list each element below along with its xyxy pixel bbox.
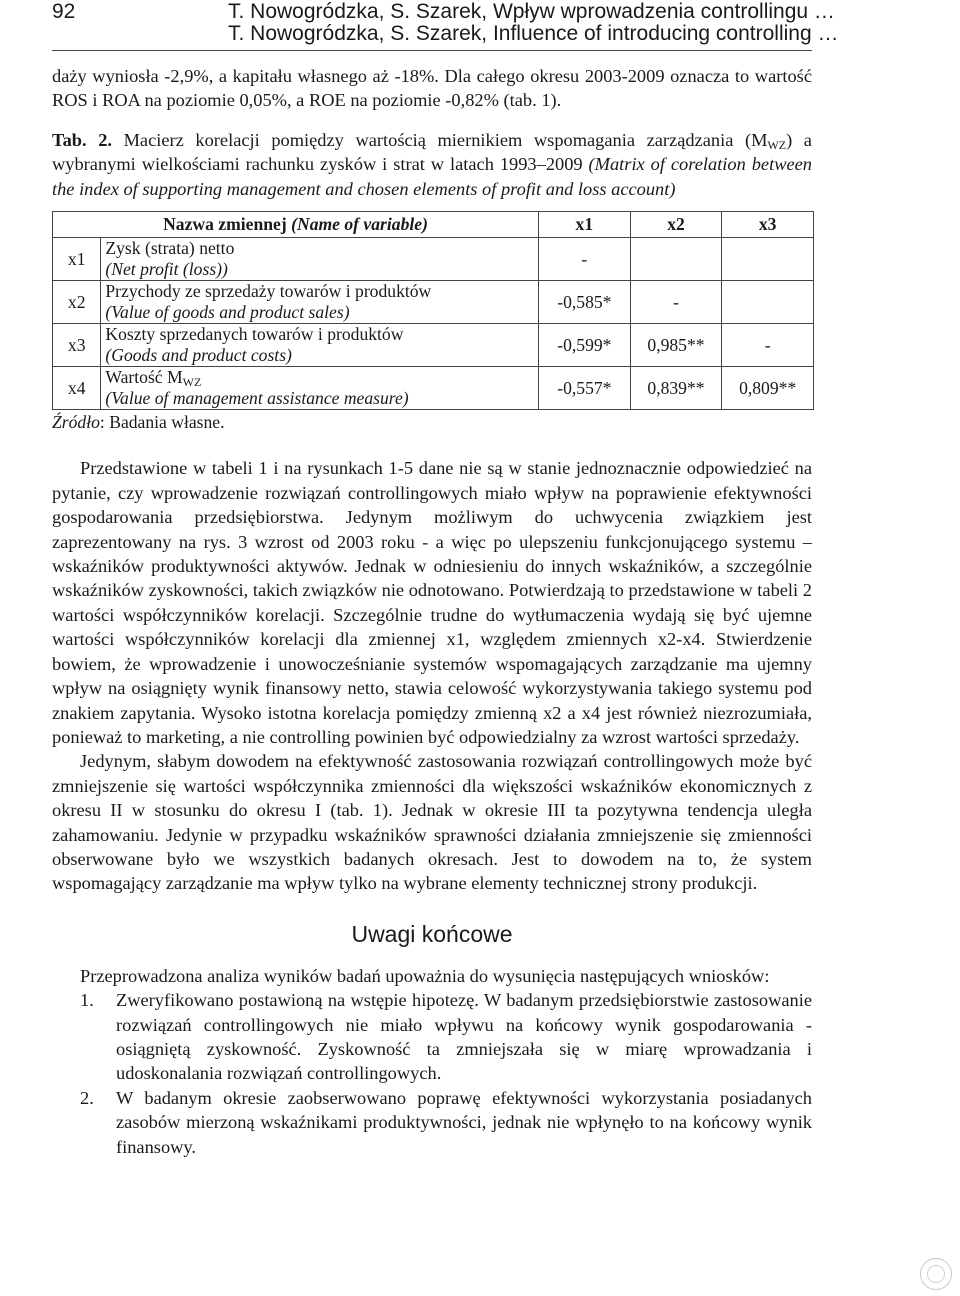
list-item (52, 988, 812, 1086)
header-name-pl: Nazwa zmiennej (163, 214, 287, 235)
caption-text-b: ) a wybranymi wielkościami rachunku zysków i strat w latach 1993–2009 (52, 129, 812, 175)
list-text: W badanym okresie zaobserwowano poprawę efektywności wykorzystania posiadanych zasobów mierzoną wskaźnikami produktywności, jednak nie wpłynęło to na końcowy wynik finansowy. (116, 1087, 812, 1157)
cell-x2: 0,985** (630, 324, 722, 367)
section-title: Uwagi końcowe (351, 920, 513, 947)
intro-paragraph: dażу wyniosła -2,9%, a kapitału własnego aż -18%. Dla całego okresu 2003-2009 oznacza to wartość ROS i ROA na poziomie 0,05%, a ROE na poziomie -0,82% (tab. 1). (52, 66, 812, 111)
variable-name-en: (Net profit (loss)) (105, 259, 228, 280)
section-intro: Przeprowadzona analiza wyników badań upoważnia do wysunięcia następujących wniosków: (80, 965, 770, 986)
row-id: x4 (53, 367, 101, 410)
variable-name-en: (Value of goods and product sales) (105, 302, 350, 323)
header-x1: x1 (539, 212, 631, 238)
variable-name-text: Wartość M (105, 367, 183, 388)
header-name-en: (Name of variable) (291, 214, 428, 235)
list-item (52, 1086, 812, 1159)
table-caption (52, 128, 812, 201)
header-x2: x2 (630, 212, 722, 238)
variable-name-pl: Koszty sprzedanych towarów i produktów (105, 324, 404, 345)
running-title-en: T. Nowogródzka, S. Szarek, Influence of introducing controlling … (228, 22, 839, 45)
header-x3: x3 (722, 212, 814, 238)
variable-name-pl: Zysk (strata) netto (105, 238, 235, 259)
conclusions-list (52, 988, 812, 1159)
page-number: 92 (52, 0, 76, 23)
cell-x3: - (722, 324, 814, 367)
table-row (53, 324, 814, 367)
table-row (53, 281, 814, 324)
cell-x1: -0,557* (539, 367, 631, 410)
variable-name-en: (Value of management assistance measure) (105, 388, 409, 409)
correlation-table (52, 211, 814, 410)
publisher-seal-icon (920, 1258, 952, 1290)
variable-name-pl (105, 367, 534, 388)
cell-x1: -0,599* (539, 324, 631, 367)
row-variable (101, 367, 539, 410)
source-text: : Badania własne. (99, 412, 225, 433)
caption-text-a: Macierz korelacji pomiędzy wartością miernikiem wspomagania zarządzania (M (123, 129, 768, 150)
list-number: 1. (80, 990, 94, 1011)
row-variable (101, 281, 539, 324)
variable-name-en: (Goods and product costs) (105, 345, 292, 366)
variable-name-pl: Przychody ze sprzedaży towarów i produktów (105, 281, 432, 302)
page-body (52, 64, 812, 1159)
source-label: Źródło (52, 412, 100, 433)
caption-english: (Matrix of corelation between the index of supporting management and chosen elements of profit and loss account) (52, 154, 812, 199)
table-row (53, 238, 814, 281)
header-variable-name (53, 212, 539, 238)
cell-x2 (630, 238, 722, 281)
table-source (52, 410, 812, 434)
row-id: x2 (53, 281, 101, 324)
cell-x1: - (539, 238, 631, 281)
cell-x2: - (630, 281, 722, 324)
body-paragraph-2: Jedynym, słabym dowodem na efektywność zastosowania rozwiązań controllingowych może być zmniejszenie się wartości współczynnika zmienności dla większości wskaźników ekonomicznych z okresu II w stosunku do okresu I (tab. 1). Jednak w okresie III ta pozytywna tendencja uległa zahamowaniu. Jedynie w przypadku wskaźników sprawności działania zmniejszenie się zmienności obserwowane było we wszystkich badanych okresach. Jest to dowodem na to, że system wspomagający zarządzanie ma wpływ tylko na wybrane elementy technicznej strony produkcji. (52, 751, 812, 894)
variable-subscript: WZ (182, 375, 202, 390)
cell-x3: 0,809** (722, 367, 814, 410)
table-row (53, 367, 814, 410)
table-label: Tab. 2. (52, 129, 112, 150)
row-id: x3 (53, 324, 101, 367)
caption-subscript: WZ (767, 137, 787, 152)
list-number: 2. (80, 1087, 94, 1108)
running-title-pl: T. Nowogródzka, S. Szarek, Wpływ wprowadzenia controllingu … (228, 0, 835, 23)
row-variable (101, 324, 539, 367)
cell-x3 (722, 281, 814, 324)
body-paragraph-1: Przedstawione w tabeli 1 i na rysunkach 1-5 dane nie są w stanie jednoznacznie odpowiedzieć na pytanie, czy wprowadzenie rozwiązań controllingowych miało wpływ na poprawienie efektywności gospodarowania przedsiębiorstwa. Jedynym możliwym do uchwycenia związkiem jest zaprezentowany na rys. 3 wzrost od 2003 roku - a więc po ulepszeniu funkcjonującego systemu – wskaźników produktywności aktywów. Jednak w odniesieniu do innych wskaźników, a szczególnie wskaźników zyskowności, takich związków nie odnotowano. Potwierdzają to przedstawione w tabeli 2 wartości współczynników korelacji. Szczególnie trudne do wytłumaczenia wydają się być ujemne wartości współczynników korelacji dla zmiennej x1, względem zmiennych x2-x4. Stwierdzenie bowiem, że wprowadzenie i unowocześnianie systemów wspomagających zarządzanie ma ujemny wpływ na osiągnięty wynik finansowy netto, stawia celowość wykorzystywania takiego systemu pod znakiem zapytania. Wysoko istotna korelacja pomiędzy zmienną x2 a x4 jest również niezrozumiała, ponieważ to marketing, a nie controlling powinien być odpowiedzialny za wzrost wartości sprzedaży. (52, 458, 812, 747)
cell-x1: -0,585* (539, 281, 631, 324)
row-id: x1 (53, 238, 101, 281)
header-rule (52, 50, 812, 51)
row-variable (101, 238, 539, 281)
cell-x2: 0,839** (630, 367, 722, 410)
list-text: Zweryfikowano postawioną na wstępie hipotezę. W badanym przedsiębiorstwie zastosowanie rozwiązań controllingowych nie miało wpływu na końcowy wynik gospodarowania - osiągniętą zyskowność. Zyskowność ta zmniejszała się w miarę wprowadzania i udoskonalania rozwiązań controllingowych. (116, 990, 812, 1084)
cell-x3 (722, 238, 814, 281)
table-header-row (53, 212, 814, 238)
